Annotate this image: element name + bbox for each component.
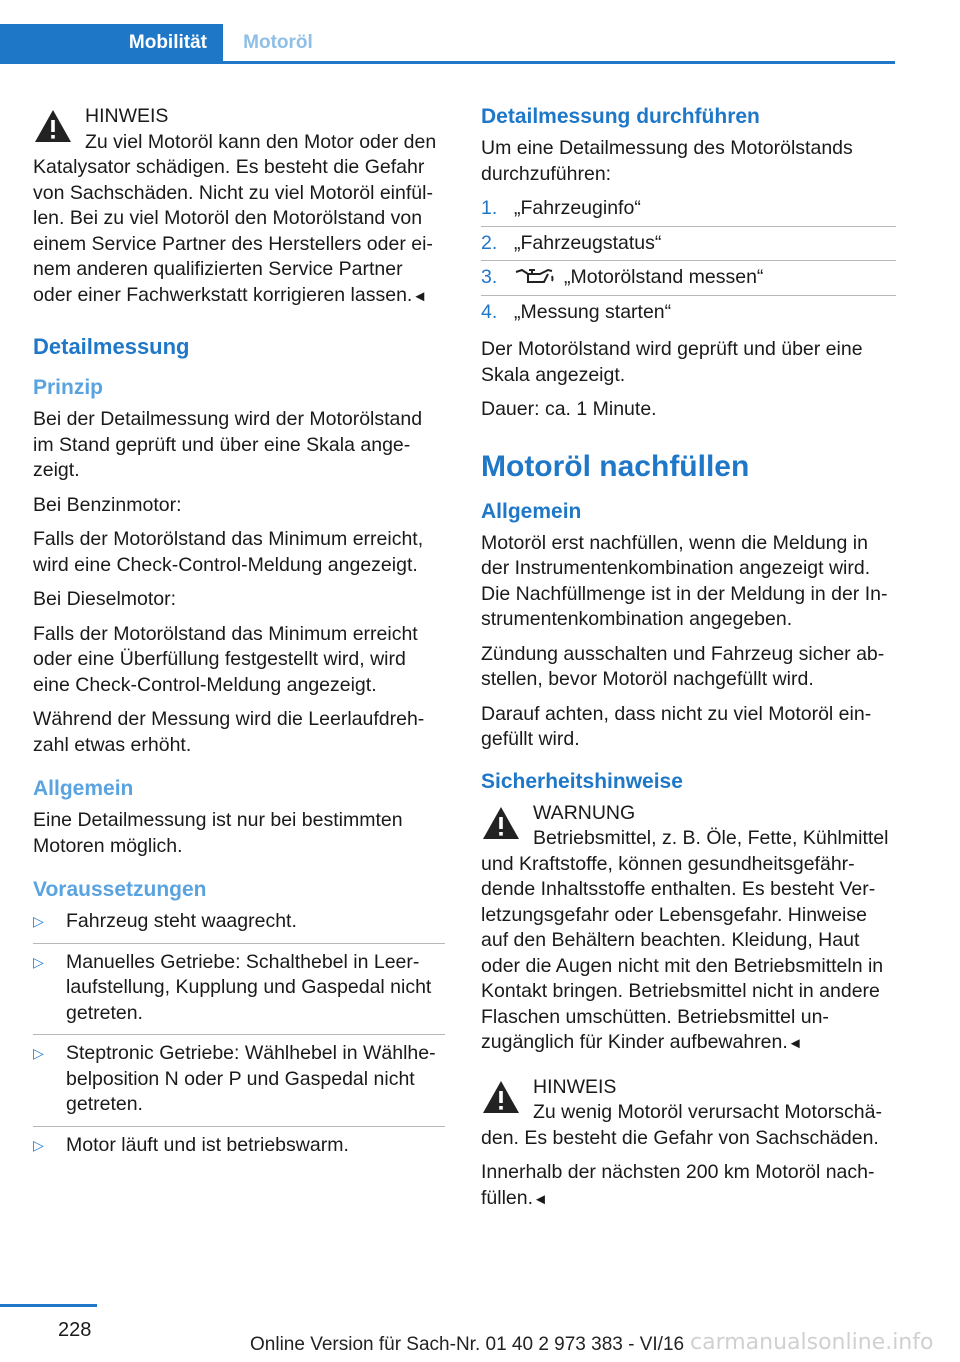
- watermark: carmanualsonline.info: [690, 1330, 934, 1355]
- notice-label: WARNUNG: [533, 801, 636, 824]
- list-item: ▷ Fahrzeug steht waagrecht.: [33, 909, 445, 944]
- result-text: Der Motorölstand wird geprüft und über eine Skala angezeigt.: [481, 338, 863, 386]
- right-column: [481, 104, 896, 1221]
- triangle-bullet-icon: ▷: [33, 1045, 44, 1061]
- page-number: 228: [58, 1319, 92, 1341]
- heading-allgemein-left: Allgemein: [33, 777, 134, 800]
- steps-list: [481, 196, 896, 329]
- notice-text: Zu viel Motoröl kann den Motor oder den Katalysator schädigen. Es besteht die Gefahr von Sachschäden. Nicht zu viel Motoröl einfüllen. Bei zu viel Motoröl den Motorölstand von einem Service Partner des Herstellers oder einem anderen qualifizierten Service Partner oder einer Fachwerkstatt korrigieren lassen.◄: [33, 130, 437, 306]
- tab-motoroel[interactable]: Motoröl: [243, 32, 313, 53]
- prinzip-text: Bei der Detailmessung wird der Motorölstand im Stand geprüft und über eine Skala angezeigt.: [33, 408, 423, 481]
- durch-text: Um eine Detailmessung des Motorölstands durchzuführen:: [481, 137, 853, 185]
- benzin-text: Falls der Motorölstand das Minimum erreicht, wird eine Check-Control-Meldung angezeigt.: [33, 528, 424, 576]
- final-text: Innerhalb der nächsten 200 km Motoröl nachfüllen.◄: [481, 1161, 875, 1209]
- heading-detailmessung-durchfuehren: Detailmessung durchführen: [481, 105, 760, 128]
- triangle-bullet-icon: ▷: [33, 1136, 44, 1153]
- list-item: 4. „Messung starten“: [481, 300, 672, 323]
- tab-mobilitaet[interactable]: Mobilität: [0, 24, 223, 61]
- diesel-text: Falls der Motorölstand das Minimum erreicht oder eine Überfüllung festgestellt wird, wird eine Check-Control-Meldung angezeigt.: [33, 622, 418, 696]
- heading-detailmessung: Detailmessung: [33, 334, 190, 359]
- messung-text: Während der Messung wird die Leerlaufdrehzahl etwas erhöht.: [33, 708, 425, 756]
- allgemein-p3: Darauf achten, dass nicht zu viel Motoröl eingefüllt wird.: [481, 702, 872, 750]
- warning-triangle-icon: [481, 1079, 521, 1115]
- warning-triangle-icon: [33, 108, 73, 144]
- heading-sicherheitshinweise: Sicherheitshinweise: [481, 769, 683, 793]
- notice-text: Betriebsmittel, z. B. Öle, Fette, Kühlmittel und Kraftstoffe, können gesundheitsgefährdende Inhaltsstoffe enthalten. Es besteht Verletzungsgefahr oder Lebensgefahr. Hinweise auf den Behältern beachten. Kleidung, Haut oder die Augen nicht mit den Betriebsmitteln in Kontakt bringen. Betriebsmittel nicht in andere Flaschen umschütten. Betriebsmittel unzugänglich für Kinder aufbewahren.◄: [481, 827, 889, 1053]
- heading-allgemein-right: Allgemein: [481, 499, 582, 523]
- oil-can-icon: [514, 266, 554, 286]
- notice-label: HINWEIS: [85, 105, 169, 127]
- benzin-label: Bei Benzinmotor:: [33, 493, 182, 516]
- list-item: ▷ Manuelles Getriebe: Schalthebel in Leerlaufstellung, Kupplung und Gaspedal nicht getreten.: [33, 950, 445, 1036]
- heading-prinzip: Prinzip: [33, 376, 104, 399]
- footer-online-version: Online Version für Sach-Nr. 01 40 2 973 383 - VI/16: [250, 1334, 685, 1355]
- heading-motoroel-nachfuellen: Motoröl nachfüllen: [481, 449, 750, 483]
- list-item: ▷ Motor läuft und ist betriebswarm.: [33, 1133, 445, 1167]
- allgemein-p2: Zündung ausschalten und Fahrzeug sicher abstellen, bevor Motoröl nachgefüllt wird.: [481, 642, 885, 690]
- heading-voraussetzungen: Voraussetzungen: [33, 878, 207, 901]
- diesel-label: Bei Dieselmotor:: [33, 588, 177, 610]
- footer-accent-line: [0, 1304, 97, 1307]
- header-tabbar: [0, 24, 895, 64]
- list-item: 3. „Motorölstand messen“: [481, 265, 896, 296]
- list-item: 2. „Fahrzeugstatus“: [481, 231, 896, 262]
- notice-warnung: [481, 801, 896, 1057]
- triangle-bullet-icon: ▷: [33, 913, 44, 929]
- triangle-bullet-icon: ▷: [33, 953, 44, 970]
- notice-hinweis-1: [33, 104, 445, 309]
- allgemein-text: Eine Detailmessung ist nur bei bestimmten Motoren möglich.: [33, 809, 403, 857]
- left-column: [33, 104, 445, 1172]
- list-item: ▷ Steptronic Getriebe: Wählhebel in Wählhebelposition N oder P und Gaspedal nicht getreten.: [33, 1041, 445, 1127]
- notice-label: HINWEIS: [533, 1075, 617, 1098]
- voraussetzungen-list: [33, 909, 445, 1166]
- dauer-text: Dauer: ca. 1 Minute.: [481, 398, 657, 420]
- warning-triangle-icon: [481, 805, 521, 841]
- allgemein-p1: Motoröl erst nachfüllen, wenn die Meldung in der Instrumentenkombination angezeigt wird. Die Nachfüllmenge ist in der Meldung in der Instrumentenkombination angegeben.: [481, 531, 888, 630]
- notice-text: Zu wenig Motoröl verursacht Motorschäden. Es besteht die Gefahr von Sachschäden.: [481, 1101, 882, 1149]
- list-item: 1. „Fahrzeuginfo“: [481, 196, 896, 227]
- notice-hinweis-2: [481, 1075, 896, 1152]
